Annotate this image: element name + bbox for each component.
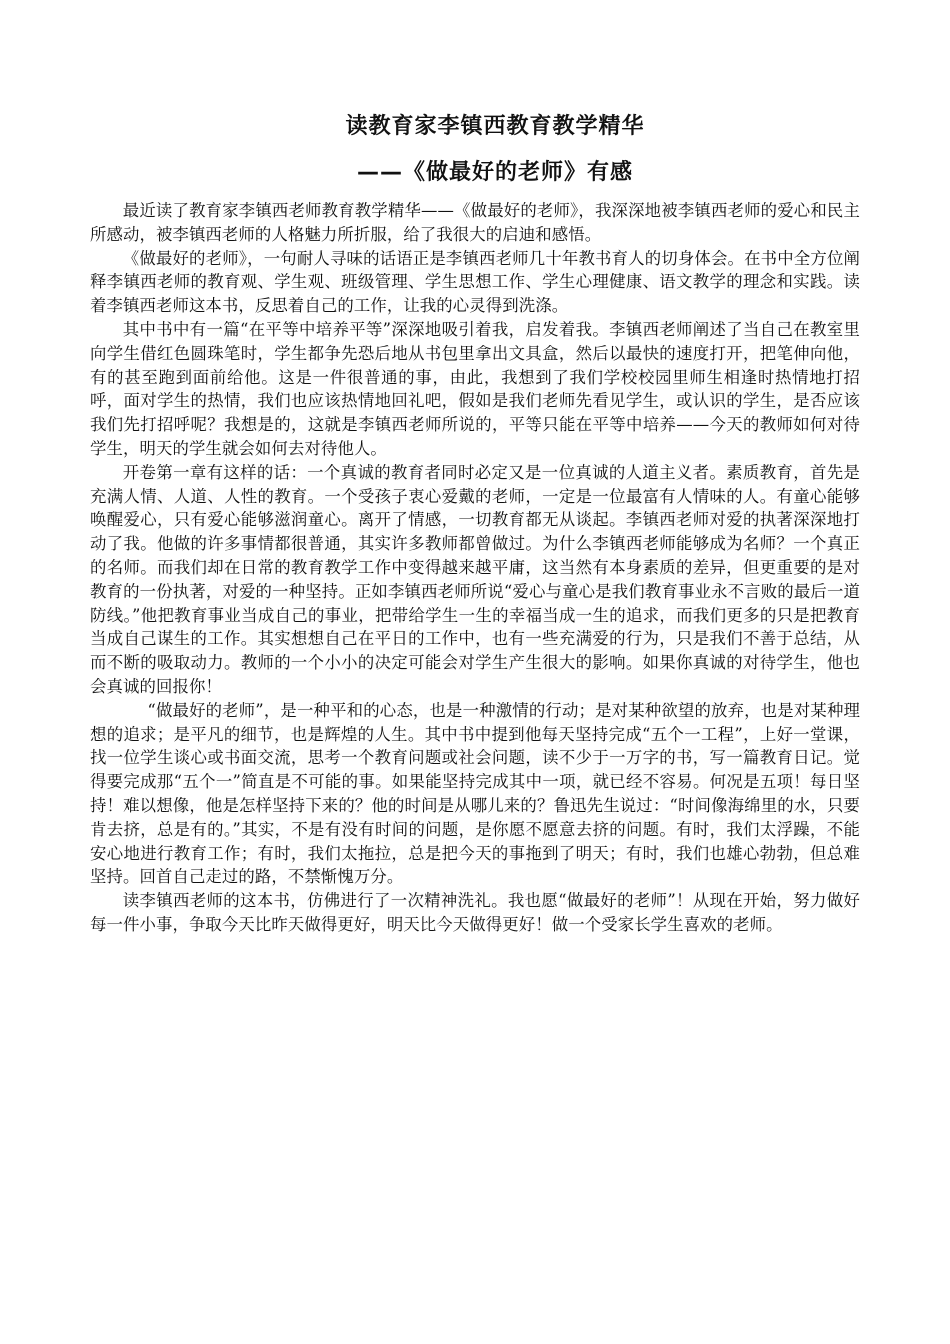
paragraph: 《做最好的老师》，一句耐人寻味的话语正是李镇西老师几十年教书育人的切身体会。在书中全方位阐释李镇西老师的教育观、学生观、班级管理、学生思想工作、学生心理健康、语文教学的理念和实践。读着李镇西老师这本书，反思着自己的工作，让我的心灵得到洗涤。 bbox=[90, 248, 860, 316]
paragraph: 读李镇西老师的这本书，仿佛进行了一次精神洗礼。我也愿“做最好的老师”！从现在开始，努力做好每一件小事，争取今天比昨天做得更好，明天比今天做得更好！做一个受家长学生喜欢的老师。 bbox=[90, 891, 860, 934]
document-body bbox=[90, 199, 860, 937]
document-subtitle: ——《做最好的老师》有感 bbox=[356, 160, 633, 185]
paragraph: 最近读了教育家李镇西老师教育教学精华——《做最好的老师》，我深深地被李镇西老师的爱心和民主所感动，被李镇西老师的人格魅力所折服，给了我很大的启迪和感悟。 bbox=[90, 201, 860, 244]
paragraph: 开卷第一章有这样的话：一个真诚的教育者同时必定又是一位真诚的人道主义者。素质教育，首先是充满人情、人道、人性的教育。一个受孩子衷心爱戴的老师，一定是一位最富有人情味的人。有童心能够唤醒爱心，只有爱心能够滋润童心。离开了情感，一切教育都无从谈起。李镇西老师对爱的执著深深地打动了我。他做的许多事情都很普通，其实许多教师都曾做过。为什么李镇西老师能够成为名师？一个真正的名师。而我们却在日常的教育教学工作中变得越来越平庸，这当然有本身素质的差异，但更重要的是对教育的一份执著，对爱的一种坚持。正如李镇西老师所说“爱心与童心是我们教育事业永不言败的最后一道防线。”他把教育事业当成自己的事业，把带给学生一生的幸福当成一生的追求，而我们更多的只是把教育当成自己谋生的工作。其实想想自己在平日的工作中，也有一些充满爱的行为，只是我们不善于总结，从而不断的吸取动力。教师的一个小小的决定可能会对学生产生很大的影响。如果你真诚的对待学生，他也会真诚的回报你！ bbox=[90, 462, 860, 696]
paragraph: “做最好的老师”，是一种平和的心态，也是一种激情的行动；是对某种欲望的放弃，也是对某种理想的追求；是平凡的细节，也是辉煌的人生。其中书中提到他每天坚持完成“五个一工程”，上好一堂课，找一位学生谈心或书面交流，思考一个教育问题或社会问题，读不少于一万字的书，写一篇教育日记。觉得要完成那“五个一”简直是不可能的事。如果能坚持完成其中一项，就已经不容易。何况是五项！每日坚持！难以想像，他是怎样坚持下来的？他的时间是从哪儿来的？鲁迅先生说过：“时间像海绵里的水，只要肯去挤，总是有的。”其实，不是有没有时间的问题，是你愿不愿意去挤的问题。有时，我们太浮躁，不能安心地进行教育工作；有时，我们太拖拉，总是把今天的事拖到了明天；有时，我们也雄心勃勃，但总难坚持。回首自己走过的路，不禁惭愧万分。 bbox=[90, 700, 860, 887]
paragraph: 其中书中有一篇“在平等中培养平等”深深地吸引着我，启发着我。李镇西老师阐述了当自己在教室里向学生借红色圆珠笔时，学生都争先恐后地从书包里拿出文具盒，然后以最快的速度打开，把笔伸向他，有的甚至跑到面前给他。这是一件很普通的事，由此，我想到了我们学校校园里师生相逢时热情地打招呼，面对学生的热情，我们也应该热情地回礼吧，假如是我们老师先看见学生，或认识的学生，是否应该我们先打招呼呢？我想是的，这就是李镇西老师所说的，平等只能在平等中培养——今天的教师如何对待学生，明天的学生就会如何去对待他人。 bbox=[90, 319, 860, 458]
document-title: 读教育家李镇西教育教学精华 bbox=[345, 114, 645, 139]
